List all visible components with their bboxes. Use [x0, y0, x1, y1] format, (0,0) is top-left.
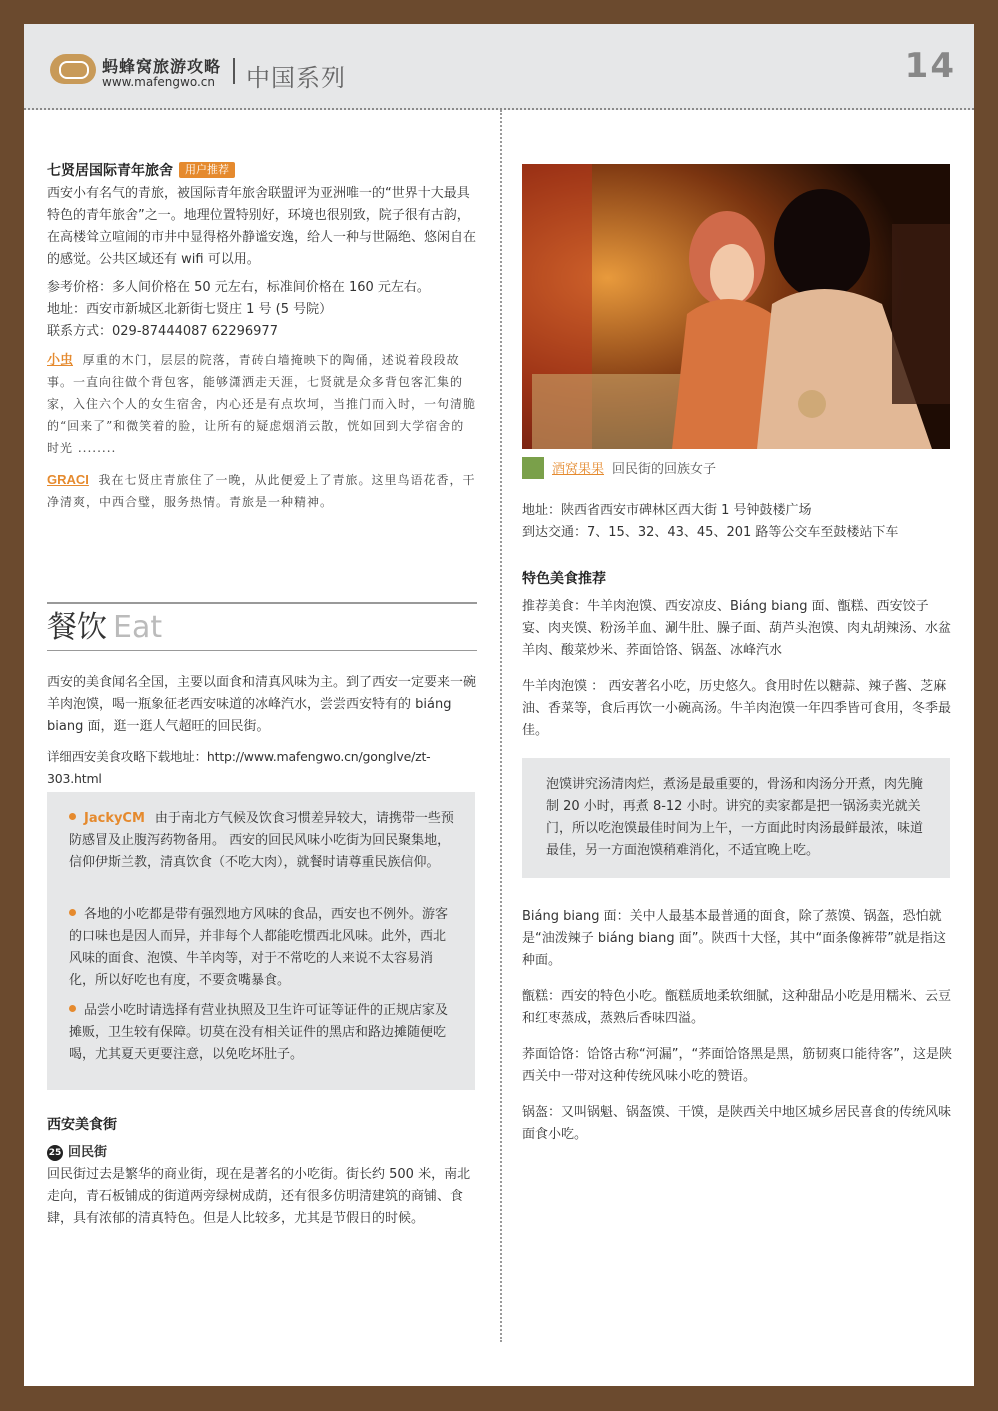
tip-text: 由于南北方气候及饮食习惯差异较大，请携带一些预防感冒及止腹泻药物备用。 西安的回民风味小吃街为回民聚集地，信仰伊斯兰教，清真饮食（不吃大肉），就餐时请尊重民族信仰。 — [69, 811, 454, 870]
section-rule — [47, 602, 477, 604]
mafengwo-logo-icon — [50, 54, 96, 84]
eat-download-link[interactable]: 详细西安美食攻略下载地址：http://www.mafengwo.cn/gonglve/zt-303.html — [47, 749, 431, 786]
bullet-icon — [69, 1005, 76, 1012]
section-title-cn: 餐饮 — [47, 610, 107, 645]
section-rule — [47, 650, 477, 651]
comment-text: 我在七贤庄青旅住了一晚，从此便爱上了青旅。这里鸟语花香，干净清爽，中西合璧，服务热情。青旅是一种精神。 — [47, 473, 476, 509]
hele-desc: 荞面饸饹：饸饹古称“河漏”，“荞面饸饹黑是黑，筋韧爽口能待客”，这是陕西关中一带对这种传统风味小吃的赞语。 — [522, 1047, 952, 1084]
street-info — [522, 500, 952, 544]
food-heading: 特色美食推荐 — [522, 571, 606, 587]
zenggao-desc: 甑糕：西安的特色小吃。甑糕质地柔软细腻，这种甜品小吃是用糯米、云豆和红枣蒸成，蒸熟后香味四溢。 — [522, 989, 952, 1026]
page-number: 14 — [904, 46, 956, 86]
hostel-description: 西安小有名气的青旅，被国际青年旅舍联盟评为亚洲唯一的“世界十大最具特色的青年旅舍”之一。地理位置特别好，环境也很别致，院子很有古韵，在高楼耸立喧闹的市井中显得格外静谧安逸，给人一种与世隔绝、悠闲自在的感觉。公共区域还有 wifi 可以用。 — [47, 186, 477, 267]
paomo-desc: 牛羊肉泡馍 ： 西安著名小吃，历史悠久。食用时佐以糖蒜、辣子酱、芝麻油、香菜等，食后再饮一小碗高汤。牛羊肉泡馍一年四季皆可食用，冬季最佳。 — [522, 679, 952, 738]
tip-item — [69, 808, 455, 874]
food-street-heading: 西安美食街 — [47, 1117, 117, 1133]
eat-intro: 西安的美食闻名全国，主要以面食和清真风味为主。到了西安一定要来一碗羊肉泡馍，喝一瓶象征老西安味道的冰峰汽水，尝尝西安特有的 biáng biang 面，逛一逛人气超旺的回民街。 — [47, 675, 477, 734]
section-title-eat — [47, 608, 162, 648]
street-name: 回民街 — [68, 1145, 108, 1160]
tip-item — [69, 1000, 455, 1066]
food-recommend-section — [522, 568, 952, 742]
guokui-desc: 锅盔：又叫锅魁、锅盔馍、干馍，是陕西关中地区城乡居民喜食的传统风味面食小吃。 — [522, 1105, 952, 1142]
series-title: 中国系列 — [246, 64, 346, 92]
biangbiang-desc: Biáng biang 面：关中人最基本最普通的面食，除了蒸馍、锅盔，恐怕就是“油泼辣子 biáng biang 面”。陕西十大怪，其中“面条像裤带”就是指这种面。 — [522, 909, 946, 968]
tip-text: 各地的小吃都是带有强烈地方风味的食品，西安也不例外。游客的口味也是因人而异，并非每个人都能吃惯西北风味。此外，西北风味的面食、泡馍、牛羊肉等，对于不常吃的人来说不太容易消化，所以好吃也有度，不要贪嘴暴食。 — [69, 907, 449, 988]
tips-box — [47, 792, 475, 1090]
street-address: 地址：陕西省西安市碑林区西大街 1 号钟鼓楼广场 — [522, 503, 812, 518]
user-comment — [47, 469, 477, 513]
column-divider — [500, 110, 502, 1342]
logo-title: 蚂蜂窝旅游攻略 — [102, 57, 222, 76]
page — [24, 24, 974, 1386]
street-description: 回民街过去是繁华的商业街，现在是著名的小吃街。街长约 500 米，南北走向，青石板铺成的街道两旁绿树成荫，还有很多仿明清建筑的商铺、食肆，具有浓郁的清真特色。但是人比较多，尤其是节假日的时候。 — [47, 1167, 471, 1226]
food-street-section — [47, 1114, 477, 1230]
paomo-tip-box — [522, 758, 950, 878]
photo-caption-text: 回民街的回族女子 — [612, 462, 717, 477]
header-divider — [233, 58, 235, 84]
food-details — [522, 906, 952, 1146]
food-recommend-list: 推荐美食：牛羊肉泡馍、西安凉皮、Biáng biang 面、甑糕、西安饺子宴、肉夹馍、粉汤羊血、涮牛肚、臊子面、葫芦头泡馍、肉丸胡辣汤、水盆羊肉、酸菜炒米、荞面饸饹、锅盔、冰峰汽水 — [522, 599, 952, 658]
street-transport: 到达交通：7、15、32、43、45、201 路等公交车至鼓楼站下车 — [522, 525, 899, 540]
eat-intro-section — [47, 672, 477, 790]
paomo-tip-text: 泡馍讲究汤清肉烂，煮汤是最重要的，骨汤和肉汤分开煮，肉先腌制 20 小时，再煮 8-12 小时。讲究的卖家都是把一锅汤卖光就关门，所以吃泡馍最佳时间为上午，一方面此时肉汤最鲜最浓，味道最佳，另一方面泡馍稍难消化，不适宜晚上吃。 — [546, 777, 924, 858]
page-header — [24, 24, 974, 110]
hostel-section — [47, 160, 477, 513]
user-comment — [47, 349, 477, 459]
hostel-contact: 联系方式：029-87444087 62296977 — [47, 324, 278, 339]
photo-caption — [522, 457, 716, 481]
author-avatar[interactable] — [522, 457, 544, 479]
logo-url: www.mafengwo.cn — [102, 75, 215, 89]
tip-item — [69, 904, 455, 992]
tip-text: 品尝小吃时请选择有营业执照及卫生许可证等证件的正规店家及摊贩，卫生较有保障。切莫在没有相关证件的黑店和路边摊随便吃喝，尤其夏天更要注意，以免吃坏肚子。 — [69, 1003, 449, 1062]
hostel-title: 七贤居国际青年旅舍 — [47, 163, 173, 179]
user-recommend-badge: 用户推荐 — [179, 162, 235, 178]
section-title-en: Eat — [113, 610, 163, 645]
hostel-address: 地址：西安市新城区北新街七贤庄 1 号 (5 号院） — [47, 302, 333, 317]
photo-illustration — [522, 164, 950, 449]
tip-user-link[interactable]: JackyCM — [84, 811, 145, 826]
comment-user-link[interactable]: 小虫 — [47, 352, 74, 367]
street-number-badge: 25 — [47, 1145, 63, 1161]
comment-text: 厚重的木门，层层的院落，青砖白墙掩映下的陶俑，述说着段段故事。一直向往做个背包客，能够潇洒走天涯，七贤就是众多背包客汇集的家，入住六个人的女生宿舍，内心还是有点坎坷，当推门而入时，一句清脆的“回来了”和微笑着的脸，让所有的疑虑烟消云散，恍如回到大学宿舍的时光 ........ — [47, 353, 477, 455]
bullet-icon — [69, 813, 76, 820]
photo-author-link[interactable]: 酒窝果果 — [552, 462, 605, 477]
street-entry — [47, 1142, 477, 1164]
street-photo — [522, 164, 950, 449]
comment-user-link[interactable]: GRACI — [47, 472, 89, 487]
bullet-icon — [69, 909, 76, 916]
hostel-price: 参考价格：多人间价格在 50 元左右，标准间价格在 160 元左右。 — [47, 280, 430, 295]
